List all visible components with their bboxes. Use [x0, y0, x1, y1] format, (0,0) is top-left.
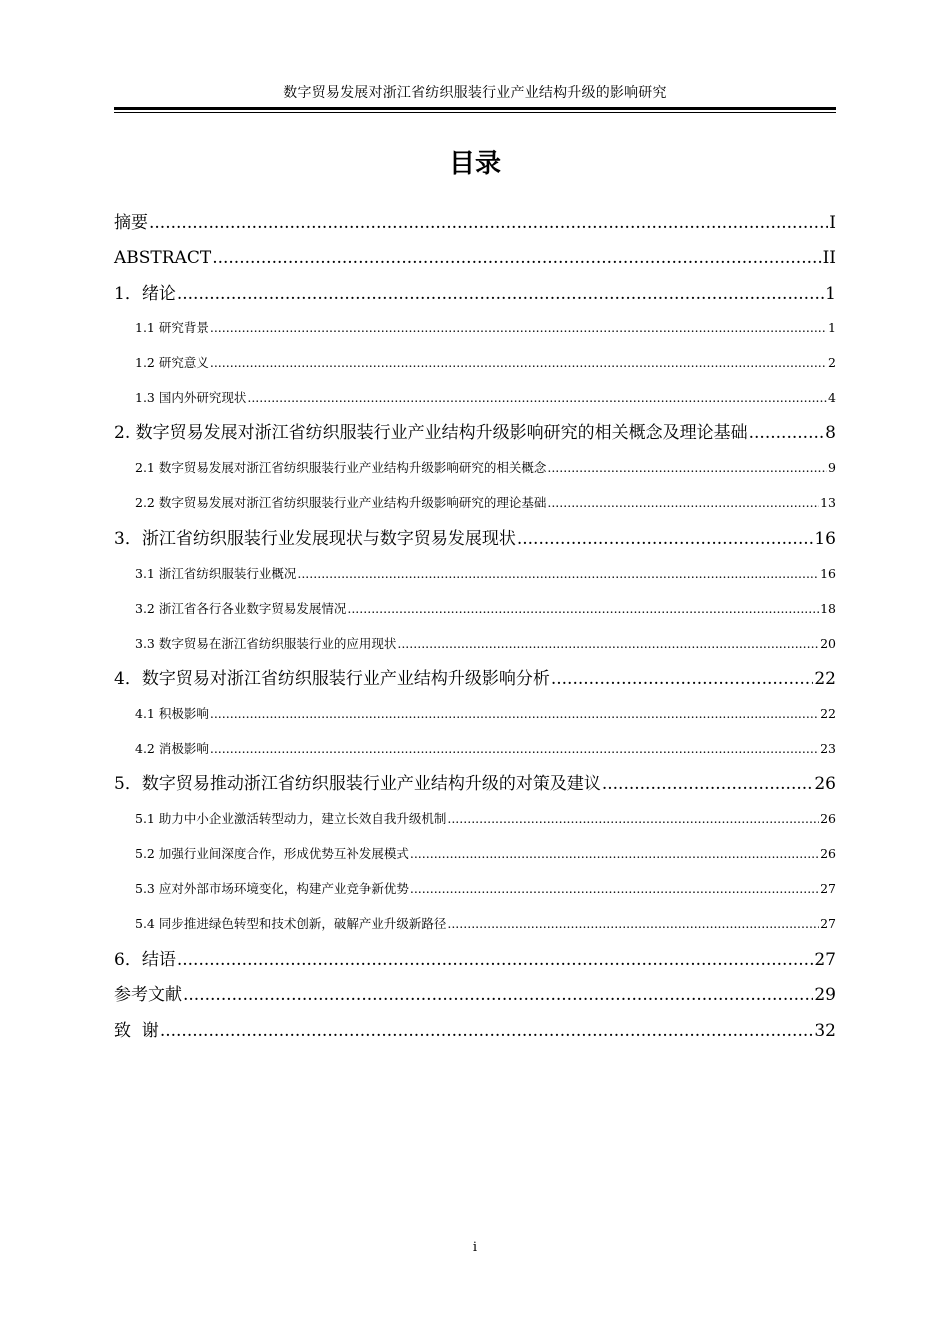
- toc-leader-dots: [517, 526, 814, 552]
- toc-leader-dots: [177, 947, 814, 973]
- toc-entry-acknowledgements[interactable]: [114, 1018, 836, 1044]
- toc-entry-text: 5.2 加强行业间深度合作，形成优势互补发展模式: [135, 846, 409, 861]
- toc-leader-dots: [210, 353, 827, 373]
- toc-entry-text: 3.3 数字贸易在浙江省纺织服装行业的应用现状: [135, 636, 397, 651]
- toc-entry-page: 26: [820, 811, 836, 826]
- toc-entry-page: 26: [814, 774, 836, 794]
- toc-entry-page: 9: [828, 460, 836, 475]
- toc-entry-text: 摘要: [114, 213, 148, 233]
- toc-entry-chapter-4[interactable]: [114, 666, 836, 692]
- running-header-title: 数字贸易发展对浙江省纺织服装行业产业结构升级的影响研究: [283, 85, 667, 101]
- toc-entry-text: 5．数字贸易推动浙江省纺织服装行业产业结构升级的对策及建议: [114, 774, 601, 794]
- toc-entry-section-3-3[interactable]: [114, 634, 836, 654]
- toc-entry-section-5-4[interactable]: [114, 914, 836, 934]
- toc-entry-page: 27: [820, 916, 836, 931]
- header-rule-thick: [114, 107, 836, 110]
- toc-entry-section-1-1[interactable]: [114, 318, 836, 338]
- toc-entry-text: ABSTRACT: [114, 248, 212, 268]
- toc-entry-section-1-3[interactable]: [114, 388, 836, 408]
- toc-entry-text: 参考文献: [114, 985, 182, 1005]
- toc-entry-text: 1.2 研究意义: [135, 355, 209, 370]
- toc-leader-dots: [297, 564, 819, 584]
- toc-entry-page: 1: [828, 320, 836, 335]
- toc-leader-dots: [447, 809, 819, 829]
- toc-entry-text: 3．浙江省纺织服装行业发展现状与数字贸易发展现状: [114, 529, 516, 549]
- toc-entry-text: 3.1 浙江省纺织服装行业概况: [135, 566, 297, 581]
- toc-entry-page: 32: [814, 1021, 836, 1041]
- toc-leader-dots: [160, 1018, 814, 1044]
- toc-entry-text: 4.2 消极影响: [135, 741, 209, 756]
- toc-entry-text: 2.2 数字贸易发展对浙江省纺织服装行业产业结构升级影响研究的理论基础: [135, 495, 547, 510]
- header-rule-thin: [114, 112, 836, 113]
- toc-entry-page: 13: [820, 495, 836, 510]
- toc-leader-dots: [547, 493, 819, 513]
- toc-entry-page: 29: [814, 985, 836, 1005]
- toc-entry-abstract-cn[interactable]: [114, 210, 836, 236]
- toc-leader-dots: [547, 458, 827, 478]
- toc-entry-text: 5.4 同步推进绿色转型和技术创新，破解产业升级新路径: [135, 916, 447, 931]
- toc-leader-dots: [447, 914, 819, 934]
- toc-entry-text: 5.3 应对外部市场环境变化，构建产业竞争新优势: [135, 881, 409, 896]
- toc-leader-dots: [410, 844, 819, 864]
- toc-entry-chapter-5[interactable]: [114, 771, 836, 797]
- toc-entry-abstract-en[interactable]: [114, 245, 836, 271]
- toc-entry-page: 4: [828, 390, 836, 405]
- toc-entry-text: 2.1 数字贸易发展对浙江省纺织服装行业产业结构升级影响研究的相关概念: [135, 460, 547, 475]
- toc-entry-text: 3.2 浙江省各行各业数字贸易发展情况: [135, 601, 347, 616]
- toc-entry-text: 1.3 国内外研究现状: [135, 390, 247, 405]
- toc-entry-page: 27: [820, 881, 836, 896]
- toc-entry-text: 5.1 助力中小企业激活转型动力，建立长效自我升级机制: [135, 811, 447, 826]
- toc-leader-dots: [551, 666, 814, 692]
- toc-entry-text: 1.1 研究背景: [135, 320, 209, 335]
- toc-entry-page: I: [829, 213, 836, 233]
- toc-entry-page: 16: [814, 529, 836, 549]
- toc-entry-section-5-3[interactable]: [114, 879, 836, 899]
- toc-entry-page: 26: [820, 846, 836, 861]
- toc-entry-page: 27: [814, 950, 836, 970]
- toc-leader-dots: [149, 210, 828, 236]
- toc-entry-page: 20: [820, 636, 836, 651]
- toc-entry-text: 1．绪论: [114, 284, 176, 304]
- toc-entry-page: II: [822, 248, 836, 268]
- toc-entry-section-5-2[interactable]: [114, 844, 836, 864]
- toc-entry-page: 22: [814, 669, 836, 689]
- toc-leader-dots: [247, 388, 827, 408]
- page-number: i: [472, 1240, 478, 1255]
- toc-entry-text: 4．数字贸易对浙江省纺织服装行业产业结构升级影响分析: [114, 669, 550, 689]
- toc-entry-section-3-1[interactable]: [114, 564, 836, 584]
- toc-entry-text: 2. 数字贸易发展对浙江省纺织服装行业产业结构升级影响研究的相关概念及理论基础: [114, 423, 748, 443]
- toc-entry-text: 4.1 积极影响: [135, 706, 209, 721]
- toc-entry-page: 23: [820, 741, 836, 756]
- toc-leader-dots: [347, 599, 819, 619]
- toc-leader-dots: [602, 771, 814, 797]
- toc-entry-page: 2: [828, 355, 836, 370]
- toc-entry-page: 18: [820, 601, 836, 616]
- toc-leader-dots: [210, 318, 827, 338]
- toc-leader-dots: [177, 281, 824, 307]
- toc-entry-section-2-2[interactable]: [114, 493, 836, 513]
- toc-entry-chapter-2[interactable]: [114, 420, 836, 446]
- toc-entry-chapter-6[interactable]: [114, 947, 836, 973]
- toc-entry-references[interactable]: [114, 982, 836, 1008]
- toc-entry-page: 1: [825, 284, 836, 304]
- toc-entry-section-4-1[interactable]: [114, 704, 836, 724]
- toc-entry-section-5-1[interactable]: [114, 809, 836, 829]
- toc-leader-dots: [749, 420, 825, 446]
- toc-entry-page: 8: [825, 423, 836, 443]
- toc-entry-chapter-3[interactable]: [114, 526, 836, 552]
- toc-entry-section-2-1[interactable]: [114, 458, 836, 478]
- toc-leader-dots: [410, 879, 819, 899]
- toc-leader-dots: [212, 245, 821, 271]
- toc-entry-text: 致 谢: [114, 1021, 159, 1041]
- toc-leader-dots: [183, 982, 813, 1008]
- toc-entry-page: 22: [820, 706, 836, 721]
- toc-leader-dots: [397, 634, 819, 654]
- toc-entry-page: 16: [820, 566, 836, 581]
- toc-leader-dots: [210, 704, 819, 724]
- toc-entry-section-4-2[interactable]: [114, 739, 836, 759]
- toc-entry-section-3-2[interactable]: [114, 599, 836, 619]
- toc-leader-dots: [210, 739, 819, 759]
- toc-entry-section-1-2[interactable]: [114, 353, 836, 373]
- toc-entry-chapter-1[interactable]: [114, 281, 836, 307]
- toc-title: 目录: [448, 149, 501, 179]
- toc-entry-text: 6．结语: [114, 950, 176, 970]
